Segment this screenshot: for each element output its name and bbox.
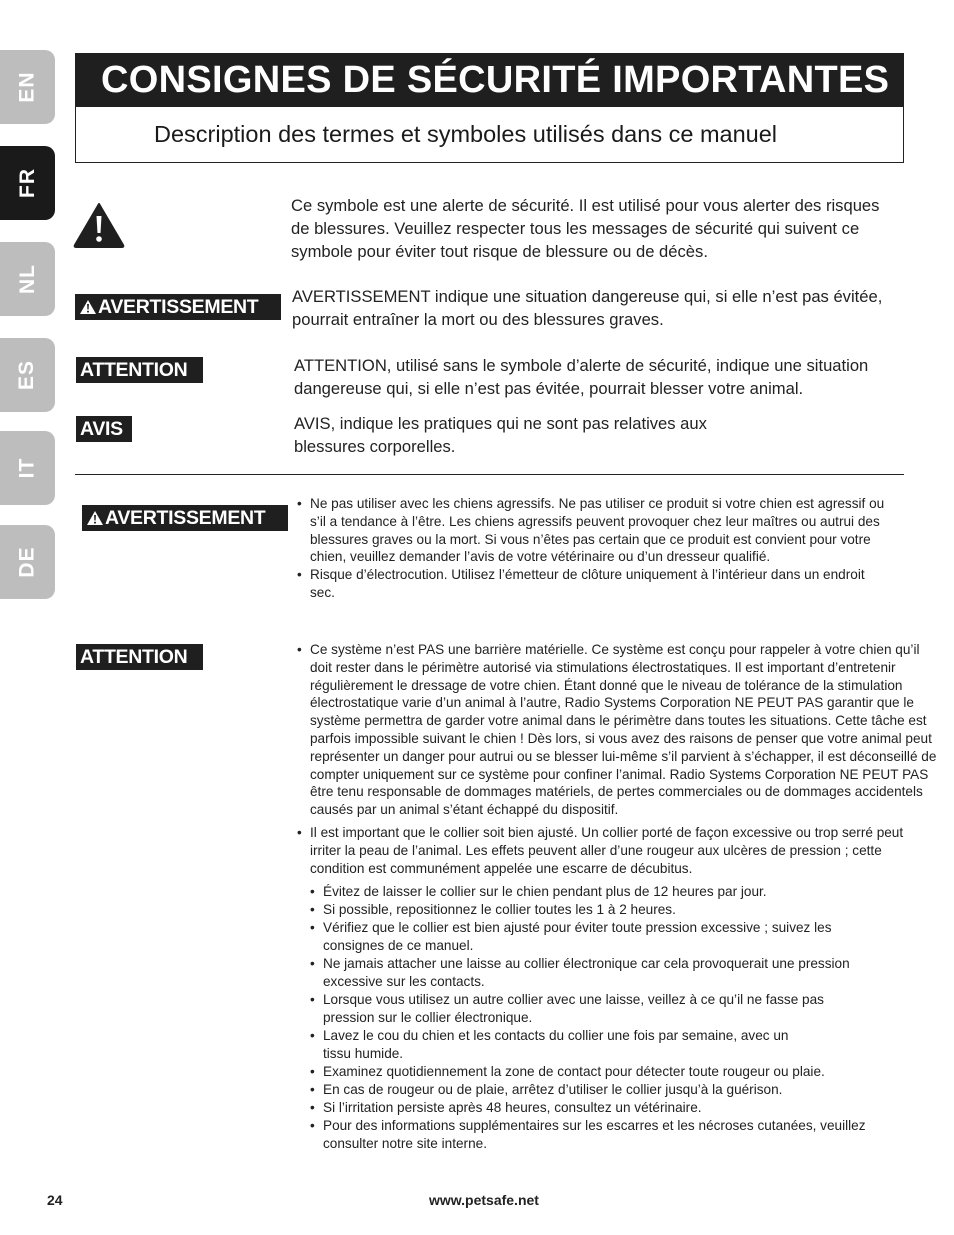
safety-alert-icon — [73, 202, 125, 248]
list-item: • Pour des informations supplémentaires sur les escarres et les nécroses cutanées, veuillez consulter notre site interne. — [310, 1117, 880, 1153]
subtitle-box — [75, 107, 904, 163]
list-item: • Lavez le cou du chien et les contacts du collier une fois par semaine, avec un tissu humide. — [310, 1027, 880, 1063]
section-divider — [75, 474, 904, 475]
tab-de[interactable] — [0, 525, 55, 599]
website-url[interactable]: www.petsafe.net — [429, 1192, 539, 1208]
list-item: • Examinez quotidiennement la zone de contact pour détecter toute rougeur ou plaie. — [310, 1063, 880, 1081]
warning-bullets — [297, 495, 887, 602]
tab-it[interactable] — [0, 431, 55, 505]
caution-section-label: ATTENTION — [76, 644, 203, 670]
list-item: • Si possible, repositionnez le collier toutes les 1 à 2 heures. — [310, 901, 880, 919]
list-item: • Lorsque vous utilisez un autre collier avec une laisse, veillez à ce qu’il ne fasse pas pression sur le collier électronique. — [310, 991, 880, 1027]
list-item: • Vérifiez que le collier est bien ajusté pour éviter toute pression excessive ; suivez les consignes de ce manuel. — [310, 919, 880, 955]
list-item: • Évitez de laisser le collier sur le chien pendant plus de 12 heures par jour. — [310, 883, 880, 901]
warning-triangle-icon — [86, 510, 104, 526]
notice-description: AVIS, indique les pratiques qui ne sont pas relatives aux blessures corporelles. — [294, 414, 707, 456]
alert-symbol-description: Ce symbole est une alerte de sécurité. Il est utilisé pour vous alerter des risques de blessures. Veuillez respecter tous les messages de sécurité qui suivent ce symbole pour éviter tout risque de blessure ou de décès. — [291, 196, 880, 261]
tab-label: ES — [15, 359, 39, 391]
list-item: • Il est important que le collier soit bien ajusté. Un collier porté de façon excessive ou trop serré peut irriter la peau de l’animal. Les effets peuvent aller d’une rougeur aux ulcères de pression ; cette condition est communément appelée une escarre de décubitus. — [297, 824, 930, 877]
caution-description: ATTENTION, utilisé sans le symbole d’alerte de sécurité, indique une situation dangereuse qui, si elle n’est pas évitée, pourrait blesser votre animal. — [294, 356, 869, 398]
list-item: • En cas de rougeur ou de plaie, arrêtez d’utiliser le collier jusqu’à la guérison. — [310, 1081, 880, 1099]
notice-label: AVIS — [76, 416, 132, 442]
warning-triangle-icon — [79, 299, 97, 315]
tab-fr[interactable] — [0, 146, 55, 220]
tab-label: EN — [15, 71, 39, 103]
caution-bullets — [297, 641, 937, 1153]
caution-label: ATTENTION — [76, 357, 203, 383]
list-item: • Ne pas utiliser avec les chiens agressifs. Ne pas utiliser ce produit si votre chien est agressif ou s’il a tendance à l’être. Les chiens agressifs peuvent provoquer chez leur maîtres ou autrui des blessures graves ou la mort. Si vous n’êtes pas certain que ce produit est convient pour votre chien, veuillez demander l’avis de votre vétérinaire ou d’un dresseur qualifié. — [297, 495, 887, 566]
page-number: 24 — [47, 1192, 63, 1208]
list-item: • Risque d’électrocution. Utilisez l’émetteur de clôture uniquement à l’intérieur dans un endroit sec. — [297, 566, 887, 602]
page-title: CONSIGNES DE SÉCURITÉ IMPORTANTES — [101, 58, 890, 101]
list-item: • Ne jamais attacher une laisse au collier électronique car cela provoquerait une pression excessive sur les contacts. — [310, 955, 880, 991]
list-item: • Si l’irritation persiste après 48 heures, consultez un vétérinaire. — [310, 1099, 880, 1117]
warning-label: AVERTISSEMENT — [75, 294, 281, 320]
tab-es[interactable] — [0, 338, 55, 412]
tab-label: NL — [15, 264, 39, 294]
list-item: • Ce système n’est PAS une barrière matérielle. Ce système est conçu pour rappeler à votre chien qu’il doit rester dans le périmètre autorisé via stimulations électrostatiques. Il est important d’entretenir régulièrement le dressage de votre chien. Étant donné que le niveau de tolérance de la stimulation électrostatique varie d’un animal à l’autre, Radio Systems Corporation NE PEUT PAS garantir que le système permettra de garder votre animal dans le périmètre dans toutes les situations. Cette tâche est parfois impossible suivant le chien ! Dès lors, si vous avez des raisons de penser que votre animal peut représenter un danger pour autrui ou se blesser lui-même s’il parvient à s’échapper, il est déconseillé de compter uniquement sur ce système pour confiner l’animal. Radio Systems Corporation NE PEUT PAS être tenu responsable de dommages matériels, de pertes commerciales ou de dommages accidentels causés par un animal s’étant échappé du dispositif. — [297, 641, 937, 819]
tab-label: IT — [15, 457, 39, 479]
title-bar — [75, 53, 904, 107]
tab-label: DE — [15, 546, 39, 578]
warning-section-label: AVERTISSEMENT — [82, 505, 288, 531]
page-subtitle: Description des termes et symboles utilisés dans ce manuel — [154, 121, 778, 147]
tab-label: FR — [15, 168, 39, 198]
tab-en[interactable] — [0, 50, 55, 124]
warning-description: AVERTISSEMENT indique une situation dangereuse qui, si elle n’est pas évitée, pourrait entraîner la mort ou des blessures graves. — [292, 287, 883, 329]
tab-nl[interactable] — [0, 242, 55, 316]
